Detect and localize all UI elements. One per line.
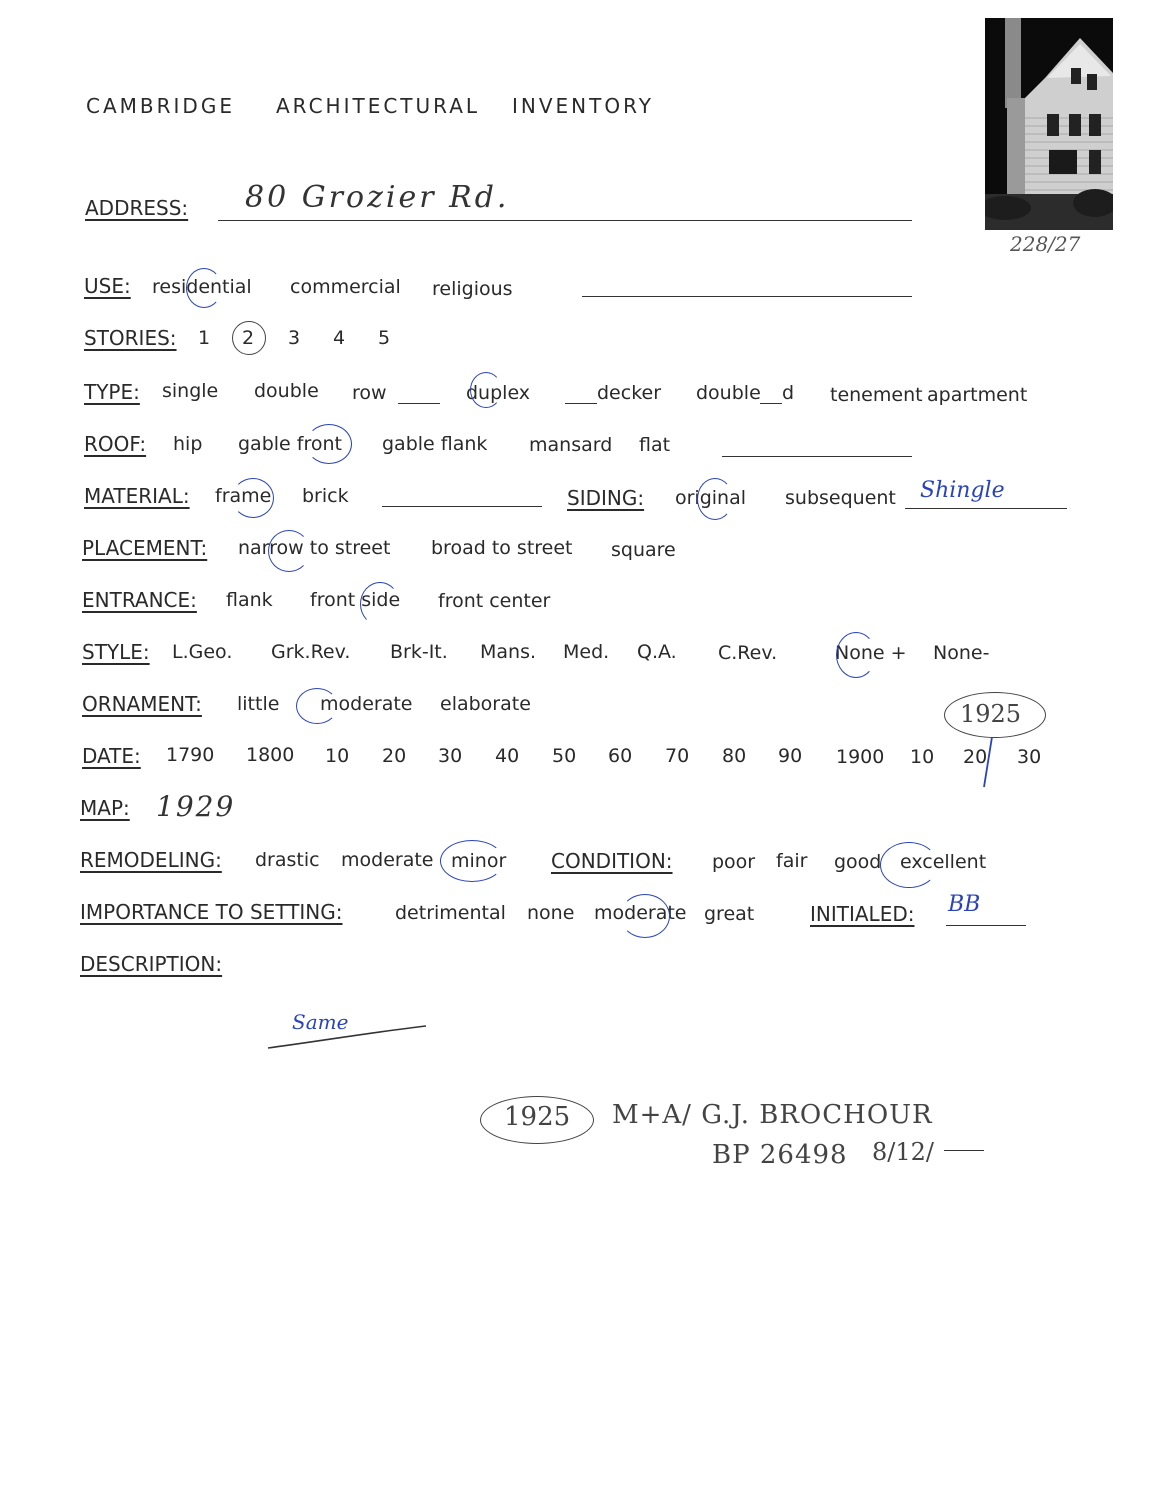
style-grkrev[interactable]: Grk.Rev. (271, 641, 351, 663)
address-value[interactable]: 80 Grozier Rd. (245, 180, 510, 215)
siding-selection-circle (697, 478, 733, 520)
type-double[interactable]: double (254, 380, 319, 402)
type-duplex[interactable]: duplex (466, 382, 531, 404)
importance-none[interactable]: none (527, 902, 575, 924)
date-1870[interactable]: 70 (665, 745, 690, 767)
date-1880[interactable]: 80 (722, 745, 747, 767)
siding-subsequent[interactable]: subsequent (785, 487, 896, 509)
importance-detrimental[interactable]: detrimental (395, 902, 506, 924)
material-label: MATERIAL: (84, 484, 190, 508)
roof-other-line (722, 456, 912, 457)
use-commercial[interactable]: commercial (290, 276, 401, 298)
type-row[interactable]: row (352, 382, 387, 404)
type-d[interactable]: d (782, 382, 795, 404)
remodeling-minor[interactable]: minor (451, 850, 507, 872)
notes-line2[interactable]: BP 26498 (712, 1140, 848, 1170)
roof-gable-flank[interactable]: gable flank (382, 433, 488, 455)
type-double-d[interactable]: double (696, 382, 761, 404)
use-residential[interactable]: residential (152, 276, 252, 298)
roof-gable-front[interactable]: gable front (238, 433, 342, 455)
date-1840[interactable]: 40 (495, 745, 520, 767)
map-label: MAP: (80, 796, 130, 820)
photo-id: 228/27 (1010, 232, 1081, 256)
roof-selection-circle (306, 424, 352, 464)
ornament-selection-circle (296, 688, 338, 724)
style-mans[interactable]: Mans. (480, 641, 537, 663)
type-decker[interactable]: decker (597, 382, 662, 404)
condition-label: CONDITION: (551, 849, 673, 873)
material-selection-circle (232, 478, 274, 518)
initialed-line (946, 925, 1026, 926)
address-line (218, 220, 912, 221)
placement-broad[interactable]: broad to street (431, 537, 573, 559)
style-crev[interactable]: C.Rev. (718, 642, 778, 664)
style-none-plus[interactable]: None + (835, 642, 907, 664)
remodeling-label: REMODELING: (80, 848, 222, 872)
roof-label: ROOF: (84, 432, 147, 456)
roof-hip[interactable]: hip (173, 433, 203, 455)
entrance-selection-circle (360, 582, 400, 626)
ornament-moderate[interactable]: moderate (320, 693, 413, 715)
use-religious[interactable]: religious (432, 278, 513, 300)
siding-other-line (905, 508, 1067, 509)
date-1790[interactable]: 1790 (166, 744, 215, 766)
stories-1[interactable]: 1 (198, 327, 211, 349)
importance-selection-circle (620, 894, 670, 938)
date-1920[interactable]: 20 (963, 746, 988, 768)
entrance-flank[interactable]: flank (226, 589, 273, 611)
placement-square[interactable]: square (611, 539, 676, 561)
date-1800[interactable]: 1800 (246, 744, 295, 766)
notes-dash (944, 1150, 984, 1151)
date-handwritten[interactable]: 1925 (960, 700, 1022, 728)
style-selection-circle (836, 632, 876, 678)
style-brkit[interactable]: Brk-It. (390, 641, 448, 663)
stories-5[interactable]: 5 (378, 327, 391, 349)
entrance-label: ENTRANCE: (82, 588, 197, 612)
stories-3[interactable]: 3 (288, 327, 301, 349)
use-label: USE: (84, 274, 131, 298)
use-other-line (582, 296, 912, 297)
date-1890[interactable]: 90 (778, 745, 803, 767)
type-apartment[interactable]: apartment (927, 384, 1028, 406)
date-1900[interactable]: 1900 (836, 746, 885, 768)
stories-2[interactable]: 2 (242, 327, 255, 349)
header-architectural: ARCHITECTURAL (276, 94, 481, 118)
date-label: DATE: (82, 744, 141, 768)
type-decker-line (565, 403, 597, 404)
condition-selection-circle (880, 842, 938, 888)
type-selection-circle (470, 372, 502, 408)
remodeling-drastic[interactable]: drastic (255, 849, 320, 871)
house-photo-image (985, 18, 1113, 230)
type-double-d-line (760, 403, 782, 404)
type-tenement[interactable]: tenement (830, 384, 923, 406)
date-1830[interactable]: 30 (438, 745, 463, 767)
entrance-front-center[interactable]: front center (438, 590, 551, 612)
siding-value[interactable]: Shingle (920, 478, 1005, 503)
style-lgeo[interactable]: L.Geo. (172, 641, 233, 663)
material-brick[interactable]: brick (302, 485, 349, 507)
siding-original[interactable]: original (675, 487, 747, 509)
condition-good[interactable]: good (834, 851, 882, 873)
map-value[interactable]: 1929 (156, 790, 236, 823)
placement-narrow[interactable]: narrow to street (238, 537, 391, 559)
material-other-line (382, 506, 542, 507)
condition-poor[interactable]: poor (712, 851, 756, 873)
importance-great[interactable]: great (704, 903, 755, 925)
roof-mansard[interactable]: mansard (529, 434, 613, 456)
header-cambridge: CAMBRIDGE (86, 94, 235, 118)
description-underline (264, 1020, 430, 1054)
initialed-label: INITIALED: (810, 902, 915, 926)
condition-fair[interactable]: fair (776, 850, 808, 872)
header-inventory: INVENTORY (512, 94, 654, 118)
roof-flat[interactable]: flat (639, 434, 671, 456)
ornament-elaborate[interactable]: elaborate (440, 693, 531, 715)
date-1820[interactable]: 20 (382, 745, 407, 767)
placement-selection-circle (268, 530, 310, 572)
ornament-label: ORNAMENT: (82, 692, 202, 716)
stories-4[interactable]: 4 (333, 327, 346, 349)
house-photo (985, 18, 1113, 230)
importance-moderate[interactable]: moderate (594, 902, 687, 924)
style-qa[interactable]: Q.A. (637, 641, 677, 663)
remodeling-moderate[interactable]: moderate (341, 849, 434, 871)
importance-label: IMPORTANCE TO SETTING: (80, 900, 343, 924)
condition-excellent[interactable]: excellent (900, 851, 987, 873)
date-1860[interactable]: 60 (608, 745, 633, 767)
type-label: TYPE: (84, 380, 140, 404)
material-frame[interactable]: frame (215, 485, 272, 507)
date-1910[interactable]: 10 (910, 746, 935, 768)
notes-line1[interactable]: M+A/ G.J. BROCHOUR (612, 1100, 933, 1130)
ornament-little[interactable]: little (237, 693, 280, 715)
address-label: ADDRESS: (85, 196, 189, 220)
description-label: DESCRIPTION: (80, 952, 223, 976)
date-1930[interactable]: 30 (1017, 746, 1042, 768)
entrance-front-side[interactable]: front side (310, 589, 401, 611)
placement-label: PLACEMENT: (82, 536, 208, 560)
stories-selection-circle (232, 321, 266, 355)
notes-line2b[interactable]: 8/12/ (872, 1138, 934, 1166)
initialed-value[interactable]: BB (948, 892, 981, 917)
style-label: STYLE: (82, 640, 150, 664)
remodeling-selection-circle (440, 840, 507, 882)
siding-label: SIDING: (567, 486, 645, 510)
date-1850[interactable]: 50 (552, 745, 577, 767)
notes-year[interactable]: 1925 (504, 1102, 571, 1132)
stories-label: STORIES: (84, 326, 177, 350)
type-single[interactable]: single (162, 380, 219, 402)
description-value[interactable]: Same (292, 1010, 349, 1034)
date-1810[interactable]: 10 (325, 745, 350, 767)
use-selection-circle (186, 268, 222, 308)
style-med[interactable]: Med. (563, 641, 610, 663)
type-row-line (398, 403, 440, 404)
date-pointer-mark (978, 735, 998, 791)
style-none-minus[interactable]: None- (933, 642, 990, 664)
